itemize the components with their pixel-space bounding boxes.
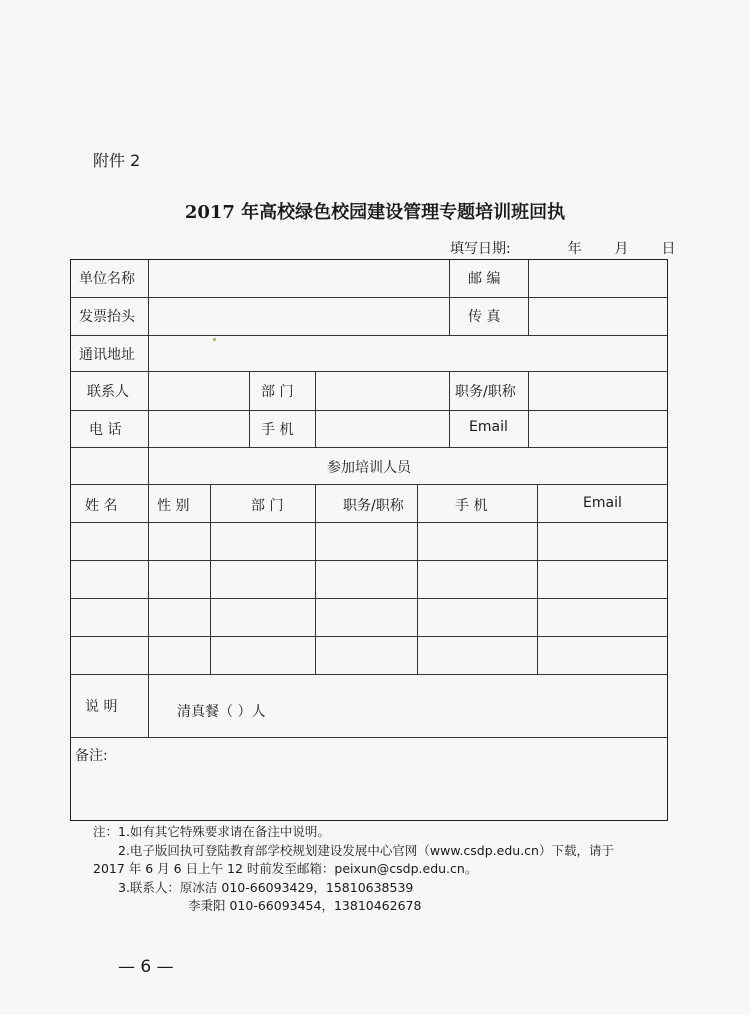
contact-label: 联系人 bbox=[87, 384, 129, 400]
mobile-label: 手 机 bbox=[261, 422, 294, 438]
col-name: 姓 名 bbox=[85, 498, 118, 514]
note-line-4: 3.联系人：原冰洁 010-66093429，15810638539 bbox=[118, 879, 414, 895]
phone-label: 电 话 bbox=[89, 422, 122, 438]
note-label: 备注: bbox=[75, 748, 108, 764]
attachment-label: 附件 2 bbox=[93, 151, 141, 170]
day-label: 日 bbox=[661, 241, 676, 257]
col-email: Email bbox=[583, 495, 622, 511]
note-line-5: 李秉阳 010-66093454，13810462678 bbox=[188, 898, 422, 913]
note-line-2: 2.电子版回执可登陆教育部学校规划建设发展中心官网（www.csdp.edu.cn）下载，请于 bbox=[118, 842, 614, 858]
registration-form bbox=[70, 259, 668, 821]
department-label: 部 门 bbox=[261, 384, 294, 400]
fill-date-row bbox=[450, 238, 675, 258]
remark-label: 说 明 bbox=[85, 699, 118, 715]
postcode-label: 邮 编 bbox=[468, 271, 501, 287]
position-label: 职务/职称 bbox=[455, 384, 516, 400]
date-label: 填写日期: bbox=[450, 241, 511, 257]
note-line-1: 注：1.如有其它特殊要求请在备注中说明。 bbox=[93, 824, 330, 839]
year-label: 年 bbox=[567, 241, 582, 257]
col-department: 部 门 bbox=[251, 498, 284, 514]
month-label: 月 bbox=[614, 241, 629, 257]
participants-heading: 参加培训人员 bbox=[327, 460, 411, 476]
col-mobile: 手 机 bbox=[455, 498, 488, 514]
footnotes bbox=[93, 823, 614, 916]
col-gender: 性 别 bbox=[157, 498, 190, 514]
page-number: — 6 — bbox=[118, 957, 174, 977]
halal-meal-field[interactable]: 清真餐（ ）人 bbox=[177, 704, 266, 720]
col-position: 职务/职称 bbox=[343, 498, 404, 514]
address-label: 通讯地址 bbox=[79, 347, 135, 363]
unit-name-label: 单位名称 bbox=[79, 271, 135, 287]
fax-label: 传 真 bbox=[468, 309, 501, 325]
email-label: Email bbox=[469, 419, 508, 435]
document-title: 2017 年高校绿色校园建设管理专题培训班回执 bbox=[184, 202, 566, 223]
note-line-3: 2017 年 6 月 6 日上午 12 时前发至邮箱：peixun@csdp.edu.cn。 bbox=[93, 861, 478, 876]
invoice-title-label: 发票抬头 bbox=[79, 309, 135, 325]
